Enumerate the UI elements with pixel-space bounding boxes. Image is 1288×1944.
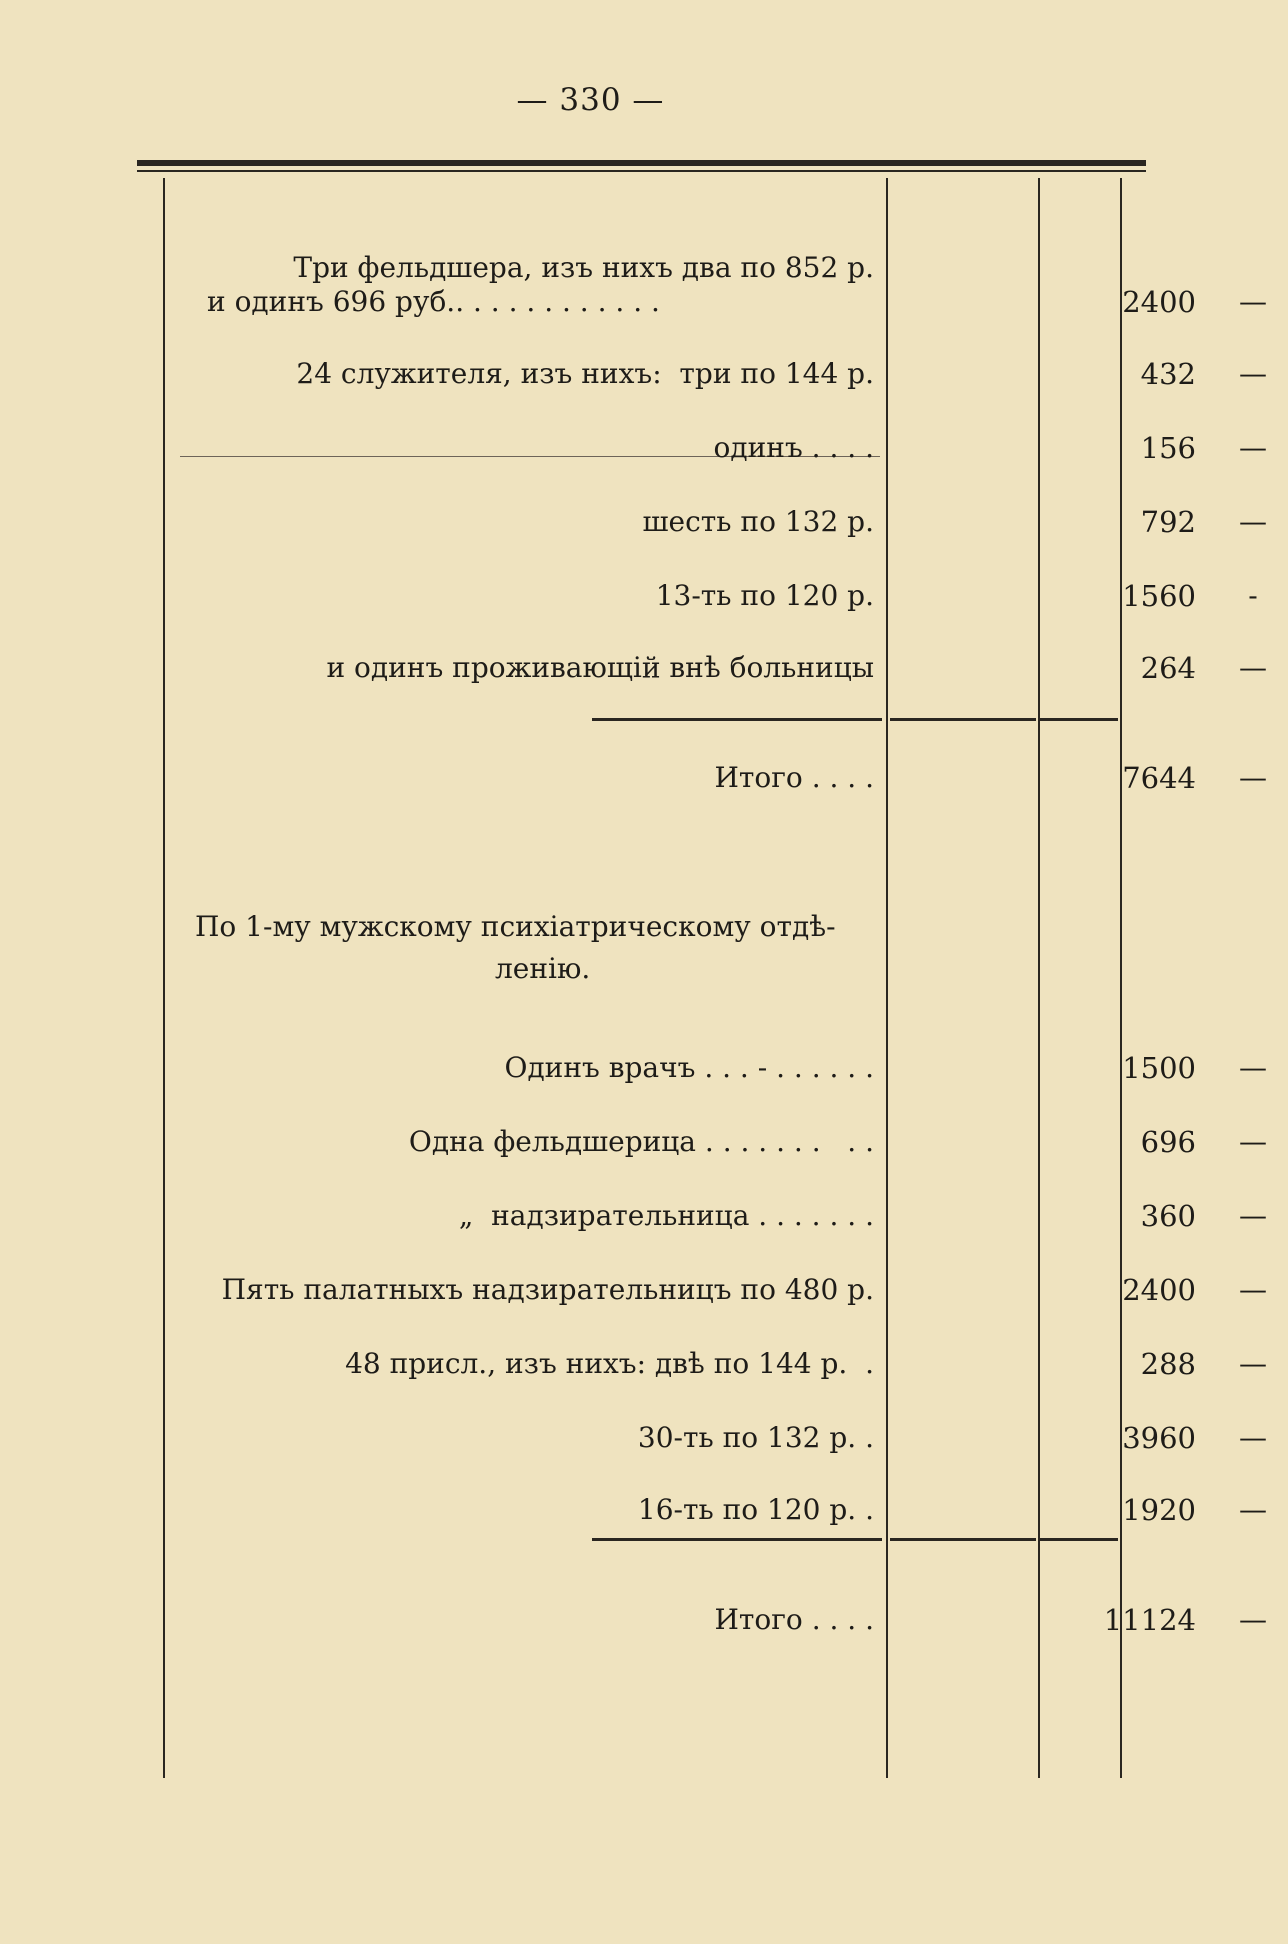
row-amount: 1920 [1122, 1493, 1196, 1527]
row-amount: 156 [1140, 431, 1196, 465]
subtotal-rule [592, 718, 882, 721]
total-label: Итого . . . . [714, 1603, 874, 1636]
row-description: и одинъ проживающій внѣ больницы [326, 651, 874, 684]
subtotal-rule-amount [890, 718, 1036, 721]
row-description: 30-ть по 132 р. . [637, 1421, 874, 1454]
table-row [170, 1268, 1267, 1312]
total-label: Итого . . . . [714, 761, 874, 794]
table-row [170, 1194, 1267, 1238]
row-description: одинъ . . . . [713, 431, 874, 464]
row-amount: 1560 [1122, 579, 1196, 613]
row-amount: 432 [1140, 357, 1196, 391]
row-dash: — [1239, 1421, 1267, 1454]
row-dash: — [1239, 651, 1267, 684]
table-row [170, 646, 1267, 690]
row-dash: — [1239, 1199, 1267, 1232]
row-description: и одинъ 696 руб.. . . . . . . . . . . . [207, 285, 660, 318]
row-description: 16-ть по 120 р. . [637, 1493, 874, 1526]
table-row [170, 1416, 1267, 1460]
right-border [1120, 178, 1122, 1778]
row-dash: - [1248, 579, 1258, 612]
row-dash: — [1239, 1125, 1267, 1158]
row-amount: 3960 [1122, 1421, 1196, 1455]
table-row [170, 1046, 1267, 1090]
total-amount: 7644 [1122, 761, 1196, 795]
row-dash: — [1239, 285, 1267, 318]
total-dash: — [1239, 1603, 1267, 1636]
row-amount: 1500 [1122, 1051, 1196, 1085]
row-dash: — [1239, 1051, 1267, 1084]
row-description: 24 служителя, изъ нихъ: три по 144 р. [296, 357, 874, 390]
row-amount: 792 [1140, 505, 1196, 539]
row-amount: 2400 [1122, 1273, 1196, 1307]
total-amount: 11124 [1103, 1603, 1196, 1637]
table-row [170, 1488, 1267, 1532]
row-dash: — [1239, 1347, 1267, 1380]
table-row [170, 280, 1267, 324]
table-row [170, 1342, 1267, 1386]
row-dash: — [1239, 505, 1267, 538]
table-top-rule [137, 160, 1146, 166]
row-description: 48 присл., изъ нихъ: двѣ по 144 р. . [345, 1347, 874, 1380]
row-description: Пять палатныхъ надзирательницъ по 480 р. [221, 1273, 874, 1306]
page-number: — 330 — [516, 82, 665, 118]
row-dash: — [1239, 357, 1267, 390]
table-row [170, 574, 1258, 618]
total-row [170, 756, 1267, 800]
row-description: Одна фельдшерица . . . . . . . . . [408, 1125, 874, 1158]
row-amount: 696 [1140, 1125, 1196, 1159]
section-heading-line1: По 1-му мужскому психіатрическому отдѣ- [195, 910, 836, 943]
row-dash: — [1239, 1273, 1267, 1306]
subtotal-rule-amount [890, 1538, 1036, 1541]
section-heading-line2: ленію. [495, 952, 591, 985]
table-row [170, 426, 1267, 470]
subtotal-rule-dash [1040, 1538, 1118, 1541]
row-amount: 288 [1140, 1347, 1196, 1381]
row-description: шесть по 132 р. [642, 505, 874, 538]
table-row [170, 352, 1267, 396]
subtotal-rule-dash [1040, 718, 1118, 721]
section-heading [195, 906, 915, 990]
total-row [170, 1598, 1267, 1642]
table-row [170, 500, 1267, 544]
row-dash: — [1239, 1493, 1267, 1526]
subtotal-rule [592, 1538, 882, 1541]
row-amount: 2400 [1122, 285, 1196, 319]
row-dash: — [1239, 431, 1267, 464]
table-row [170, 1120, 1267, 1164]
row-description: Три фельдшера, изъ нихъ два по 852 р. [293, 251, 874, 284]
row-description: Одинъ врачъ . . . - . . . . . . [504, 1051, 874, 1084]
total-dash: — [1239, 761, 1267, 794]
row-description: „ надзирательница . . . . . . . [458, 1199, 874, 1232]
left-border [163, 178, 165, 1778]
row-amount: 264 [1140, 651, 1196, 685]
row-amount: 360 [1140, 1199, 1196, 1233]
table-top-rule-thin [137, 170, 1146, 172]
row-description: 13-ть по 120 р. [655, 579, 874, 612]
